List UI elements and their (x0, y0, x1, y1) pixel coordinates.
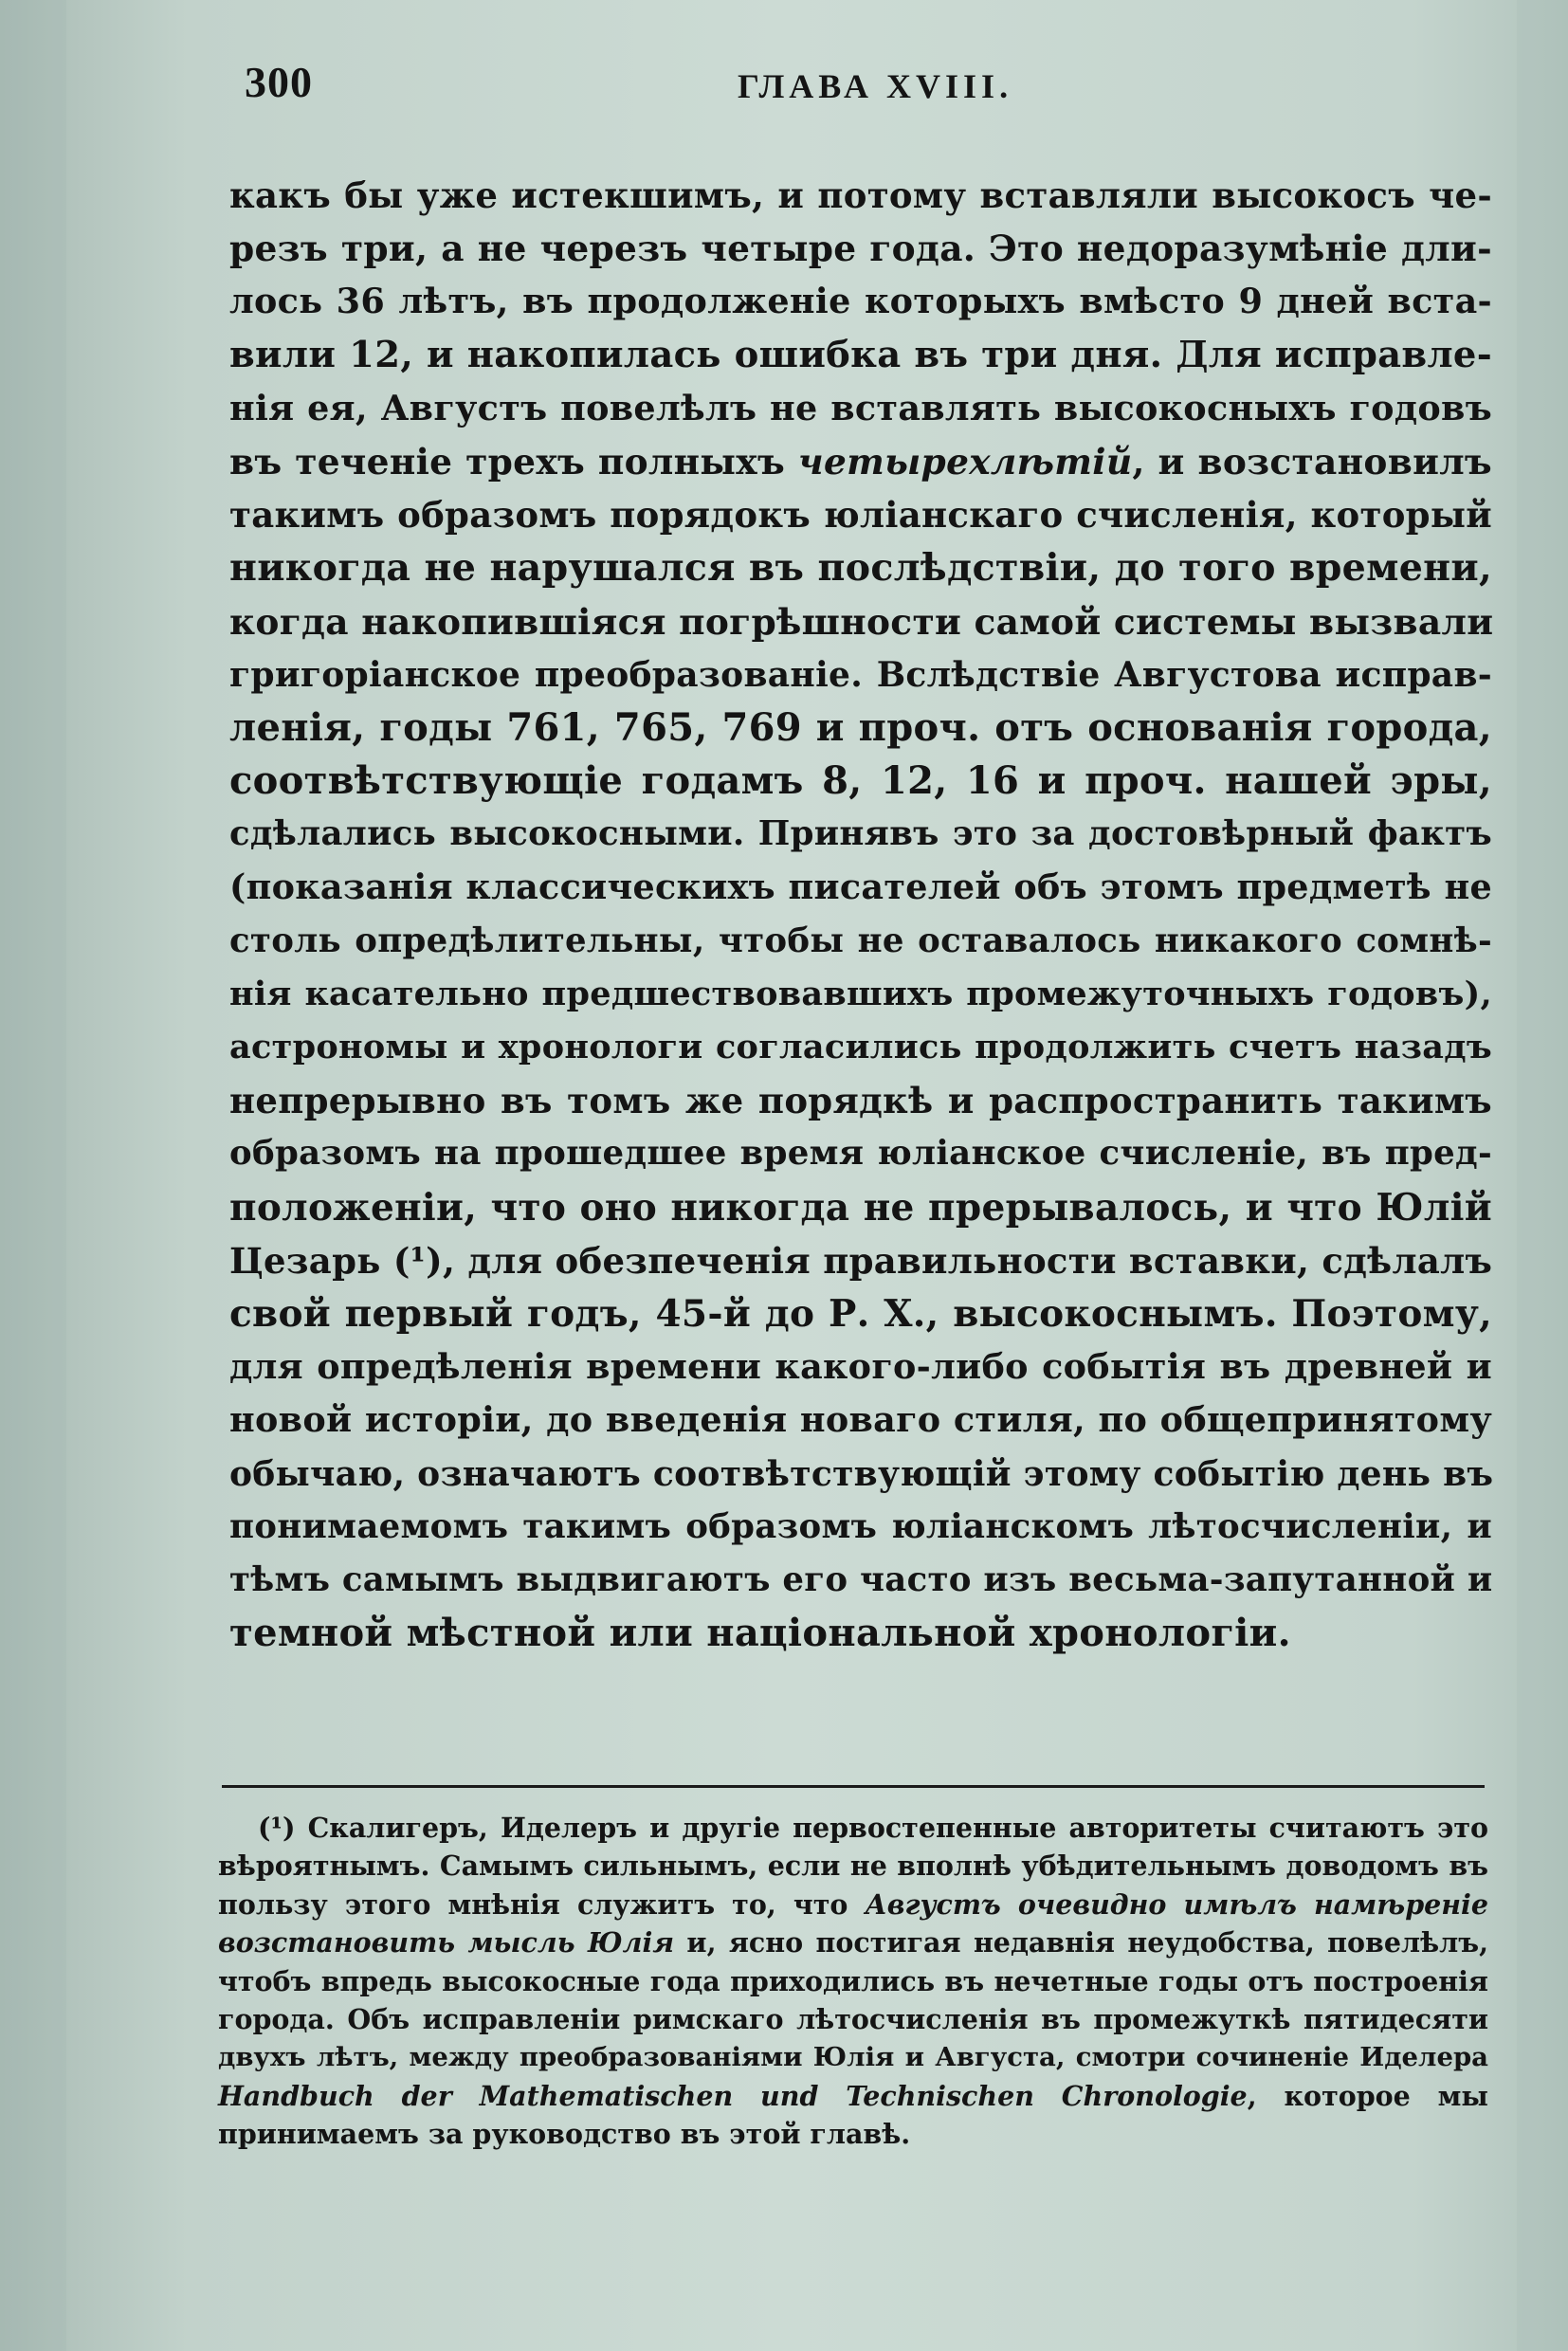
text-line (229, 435, 1492, 488)
page-header (245, 57, 1496, 114)
text-line: для опредѣленія времени какого-либо событія въ древней и (229, 1346, 1492, 1388)
text-line: образомъ на прошедшее время юліанское счисленіе, въ пред- (229, 1134, 1492, 1174)
text-line: нія ея, Августъ повелѣлъ не вставлять высокосныхъ годовъ (229, 387, 1492, 428)
text-line: свой первый годъ, 45-й до Р. Х., высокоснымъ. Поэтому, (229, 1291, 1492, 1336)
footnote-text: , которое мы (1247, 2079, 1488, 2112)
footnote-line (218, 2077, 1488, 2115)
text-line: когда накопившіяся погрѣшности самой системы вызвали (229, 600, 1494, 643)
text-line: новой исторіи, до введенія новаго стиля, по общепринятому (229, 1399, 1492, 1441)
text-line: непрерывно въ томъ же порядкѣ и распространить такимъ (229, 1080, 1492, 1122)
footnote-text: и, ясно постигая недавнія неудобства, повелѣлъ, (674, 1926, 1489, 1959)
text-line: положеніи, что оно никогда не прерывалось, и что Юлій (229, 1185, 1492, 1230)
text-line: ленія, годы 761, 765, 769 и проч. отъ основанія города, (229, 704, 1492, 750)
text-line: астрономы и хронологи согласились продолжить счетъ назадъ (229, 1028, 1492, 1066)
footnote-line: двухъ лѣтъ, между преобразованіями Юлія и Августа, смотри сочиненіе Иделера (218, 2042, 1488, 2073)
text-line: соотвѣтствующіе годамъ 8, 12, 16 и проч. нашей эры, (229, 758, 1492, 804)
footnote-line: принимаемъ за руководство въ этой главѣ. (218, 2118, 911, 2151)
text-line: какъ бы уже истекшимъ, и потому вставляли высокосъ че- (229, 174, 1492, 216)
text-line: обычаю, означаютъ соотвѣтствующій этому событію день въ (229, 1453, 1494, 1494)
footnote-line: (¹) Скалигеръ, Иделеръ и другіе первостепенные авторитеты считаютъ это (258, 1812, 1488, 1844)
italic-word: четырехлѣтій (797, 440, 1133, 483)
footnote (218, 1809, 1488, 2154)
text-line: нія касательно предшествовавшихъ промежуточныхъ годовъ), (229, 974, 1492, 1013)
footnote-line (218, 1923, 1488, 1961)
text-segment: , и возстановилъ (1132, 440, 1492, 483)
text-line: григоріанское преобразованіе. Вслѣдствіе Августова исправ- (229, 654, 1492, 695)
text-line: понимаемомъ такимъ образомъ юліанскомъ лѣтосчисленіи, и (229, 1506, 1492, 1546)
main-text (229, 169, 1492, 1660)
text-line: никогда не нарушался въ послѣдствіи, до того времени, (229, 546, 1492, 591)
footnote-text: пользу этого мнѣнія служитъ то, что (218, 1887, 866, 1921)
footnote-line: города. Объ исправленіи римскаго лѣтосчисленія въ промежуткѣ пятидесяти (218, 2002, 1488, 2035)
page-number: 300 (245, 58, 313, 106)
footnote-line (218, 1886, 1488, 1923)
text-line: резъ три, а не черезъ четыре года. Это недоразумѣніе дли- (229, 228, 1492, 270)
text-segment: въ теченіе трехъ полныхъ (229, 440, 798, 483)
footnote-divider (222, 1785, 1485, 1788)
footnote-italic: Августъ очевидно имѣлъ намѣреніе (865, 1887, 1488, 1921)
text-line: вили 12, и накопилась ошибка въ три дня. Для исправле- (229, 333, 1492, 376)
text-line: такимъ образомъ порядокъ юліанскаго счисленія, который (229, 494, 1492, 537)
text-line: Цезарь (¹), для обезпеченія правильности вставки, сдѣлалъ (229, 1239, 1493, 1282)
footnote-line: вѣроятнымъ. Самымъ сильнымъ, если не вполнѣ убѣдительнымъ доводомъ въ (218, 1850, 1488, 1883)
text-line: столь опредѣлительны, чтобы не оставалось никакого сомнѣ- (229, 920, 1492, 960)
footnote-line: чтобъ впредь высокосные года приходились въ нечетные годы отъ построенія (218, 1964, 1488, 1997)
footnote-book-title: Handbuch der Mathematischen und Technischen Chronologie (218, 2079, 1248, 2112)
text-line: лось 36 лѣтъ, въ продолженіе которыхъ вмѣсто 9 дней вста- (229, 281, 1492, 322)
text-line: темной мѣстной или національной хронологіи. (229, 1611, 1291, 1656)
chapter-title: ГЛАВА XVIII. (738, 67, 1013, 105)
footnote-italic: возстановить мысль Юлія (218, 1926, 675, 1959)
text-line: (показанія классическихъ писателей объ этомъ предметѣ не (229, 866, 1492, 908)
text-line: сдѣлались высокосными. Принявъ это за достовѣрный фактъ (229, 814, 1492, 854)
text-line: тѣмъ самымъ выдвигаютъ его часто изъ весьма-запутанной и (229, 1559, 1493, 1599)
